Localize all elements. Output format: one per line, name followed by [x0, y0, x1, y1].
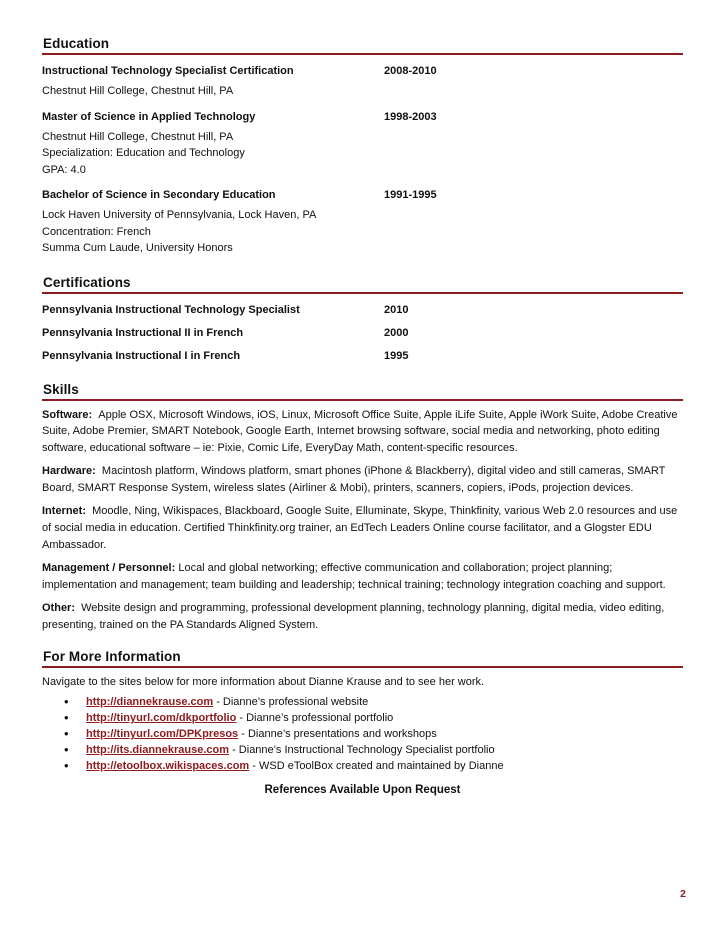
degree-dates: 2008-2010: [384, 65, 437, 77]
education-entry: [42, 187, 683, 257]
certifications-heading: Certifications: [43, 274, 131, 290]
resume-page: [42, 28, 683, 796]
degree-dates: 1991-1995: [384, 189, 437, 201]
section-divider: [42, 53, 683, 55]
degree-detail: GPA: 4.0: [42, 163, 86, 176]
degree-title: Bachelor of Science in Secondary Education: [42, 189, 276, 201]
list-item: [64, 742, 683, 758]
skill-label: Other:: [42, 602, 75, 615]
certification-year: 1995: [384, 349, 409, 362]
degree-detail: Concentration: French: [42, 225, 151, 238]
link-description: - Dianne’s professional website: [213, 696, 369, 709]
list-item: [64, 710, 683, 726]
list-item: [64, 694, 683, 710]
certification-title: Pennsylvania Instructional Technology Specialist: [42, 303, 300, 316]
section-divider: [42, 399, 683, 401]
list-item: [64, 726, 683, 742]
more-info-intro: Navigate to the sites below for more information about Dianne Krause and to see her work.: [42, 675, 485, 688]
link-presentations[interactable]: http://tinyurl.com/DPKpresos: [86, 728, 239, 741]
references-note: References Available Upon Request: [264, 784, 461, 797]
skill-other: [42, 600, 683, 633]
degree-dates: 1998-2003: [384, 110, 437, 123]
education-entry: [42, 63, 683, 100]
certification-year: 2010: [384, 303, 409, 316]
certification-row: [42, 348, 683, 364]
degree-detail: Summa Cum Laude, University Honors: [42, 242, 233, 254]
link-description: - Dianne’s presentations and workshops: [238, 728, 437, 741]
page-number: 2: [680, 888, 686, 900]
bullet-icon: •: [64, 742, 69, 758]
certification-year: 2000: [384, 326, 409, 339]
skill-software: [42, 407, 683, 457]
skill-label: Internet:: [42, 505, 86, 518]
link-description: - Dianne’s Instructional Technology Specialist portfolio: [229, 744, 495, 757]
skill-label: Management / Personnel:: [42, 562, 176, 575]
education-entry: [42, 109, 683, 179]
list-item: [64, 758, 683, 774]
certification-title: Pennsylvania Instructional II in French: [42, 326, 244, 339]
bullet-icon: •: [64, 758, 69, 774]
skill-label: Software:: [42, 408, 93, 421]
education-heading: Education: [43, 36, 110, 51]
section-divider: [42, 666, 683, 668]
bullet-icon: •: [64, 726, 69, 742]
skill-text: Local and global networking; effective communication and collaboration; project planning; implementation and management; team building and leadership; technical training; technology integration coaching and support.: [42, 562, 666, 591]
bullet-icon: •: [64, 710, 69, 726]
certification-row: [42, 302, 683, 318]
link-portfolio[interactable]: http://tinyurl.com/dkportfolio: [86, 712, 237, 725]
bullet-icon: •: [64, 694, 69, 710]
more-info-heading: For More Information: [43, 648, 181, 664]
skill-text: Website design and programming, professional development planning, technology planning, digital media, video editing, presenting, trained on the PA Standards Aligned System.: [42, 602, 665, 632]
link-website[interactable]: http://diannekrause.com: [86, 696, 214, 709]
skill-text: Macintosh platform, Windows platform, smart phones (iPhone & Blackberry), digital video and still cameras, SMART Board, SMART Response System, wireless slates (Airliner & Mobi), printers, scanners, copiers, iPods, projection devices.: [42, 465, 666, 494]
link-description: - Dianne’s professional portfolio: [236, 712, 394, 725]
skill-internet: [42, 503, 683, 553]
link-its-portfolio[interactable]: http://its.diannekrause.com: [86, 744, 230, 757]
skill-management: [42, 560, 683, 593]
skill-text: Moodle, Ning, Wikispaces, Blackboard, Google Suite, Elluminate, Skype, Thinkfinity, various Web 2.0 resources and use of social media in education. Certified Thinkfinity.org trainer, an EdTech Leaders Online course facilitator, and a Glogster EDU Ambassador.: [42, 505, 678, 551]
degree-detail: Lock Haven University of Pennsylvania, Lock Haven, PA: [42, 209, 317, 221]
degree-detail: Specialization: Education and Technology: [42, 147, 245, 159]
skill-label: Hardware:: [42, 465, 96, 478]
link-etoolbox[interactable]: http://etoolbox.wikispaces.com: [86, 760, 250, 773]
certification-row: [42, 325, 683, 341]
link-list: [42, 694, 683, 774]
degree-title: Master of Science in Applied Technology: [42, 110, 256, 123]
skill-text: Apple OSX, Microsoft Windows, iOS, Linux, Microsoft Office Suite, Apple iLife Suite, Apple iWork Suite, Adobe Creative Suite, Adobe Premier, SMART Notebook, Google Earth, Internet browsing software, social media and networking, photo editing software, educational software – ie: Pixie, Comic Life, EveryDay Math, content-specific resources.: [42, 408, 678, 454]
degree-title: Instructional Technology Specialist Certification: [42, 65, 294, 77]
skills-heading: Skills: [43, 381, 79, 397]
link-description: - WSD eToolBox created and maintained by Dianne: [249, 760, 504, 773]
degree-detail: Chestnut Hill College, Chestnut Hill, PA: [42, 85, 234, 97]
degree-detail: Chestnut Hill College, Chestnut Hill, PA: [42, 130, 234, 143]
section-divider: [42, 292, 683, 294]
certification-title: Pennsylvania Instructional I in French: [42, 349, 241, 362]
skill-hardware: [42, 463, 683, 496]
